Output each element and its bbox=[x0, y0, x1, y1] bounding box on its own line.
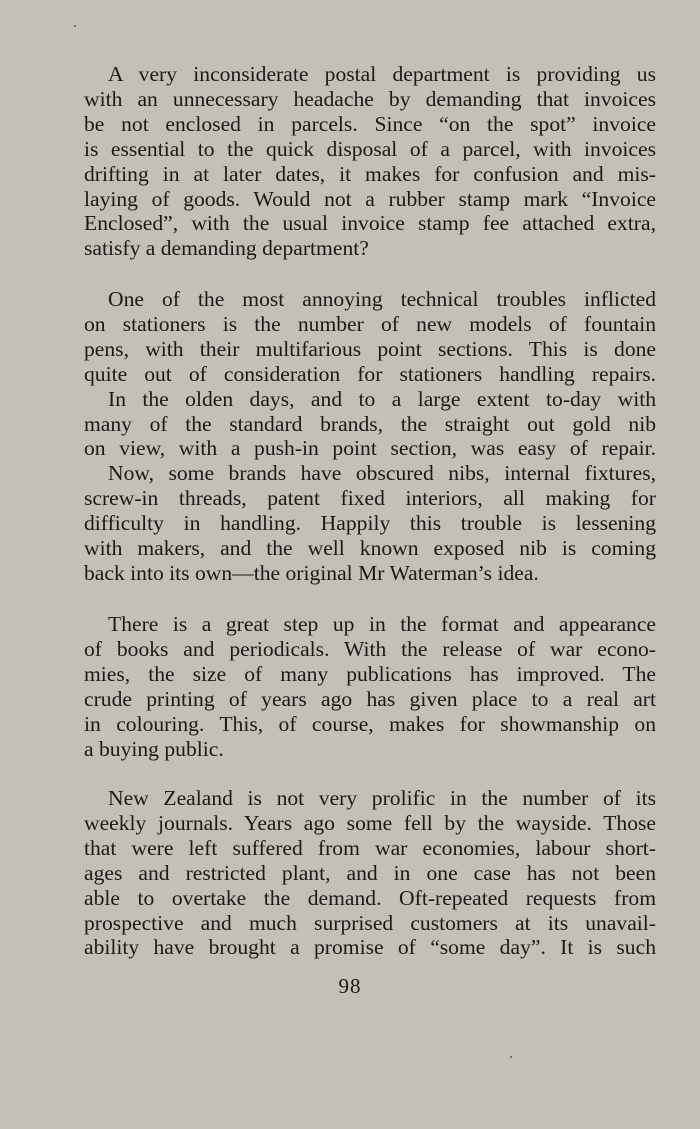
paragraph-weekly-journals bbox=[84, 786, 656, 960]
text-line: difficulty in handling. Happily this trouble is lessening bbox=[84, 511, 656, 536]
text-line: There is a great step up in the format and appearance bbox=[108, 612, 656, 636]
text-line: One of the most annoying technical troubles inflicted bbox=[108, 287, 656, 311]
text-line: screw-in threads, patent fixed interiors, all making for bbox=[84, 486, 656, 511]
paragraph-postal bbox=[84, 62, 656, 261]
text-line: drifting in at later dates, it makes for confusion and mis- bbox=[84, 161, 656, 186]
text-line: ages and restricted plant, and in one case has not been bbox=[84, 860, 656, 885]
text-line: many of the standard brands, the straight out gold nib bbox=[84, 411, 656, 436]
text-line: back into its own—the original Mr Waterman’s idea. bbox=[84, 560, 539, 585]
text-line: on stationers is the number of new models of fountain bbox=[84, 311, 656, 336]
text-line: New Zealand is not very prolific in the number of its bbox=[108, 786, 656, 810]
text-line: that were left suffered from war economies, labour short- bbox=[84, 835, 656, 860]
text-line: weekly journals. Years ago some fell by the wayside. Those bbox=[84, 810, 656, 835]
text-line: is essential to the quick disposal of a parcel, with invoices bbox=[84, 136, 656, 161]
text-line: A very inconsiderate postal department is providing us bbox=[108, 62, 656, 86]
text-line: with makers, and the well known exposed nib is coming bbox=[84, 536, 656, 561]
text-line: of books and periodicals. With the release of war econo- bbox=[84, 636, 656, 661]
text-line: mies, the size of many publications has improved. The bbox=[84, 661, 656, 686]
paper-speck bbox=[74, 25, 76, 27]
text-line: Enclosed”, with the usual invoice stamp fee attached extra, bbox=[84, 211, 656, 236]
text-line: satisfy a demanding department? bbox=[84, 236, 369, 261]
text-line: crude printing of years ago has given place to a real art bbox=[84, 686, 656, 711]
text-line: In the olden days, and to a large extent to-day with bbox=[108, 386, 656, 411]
text-line: a buying public. bbox=[84, 736, 224, 761]
text-line: prospective and much surprised customers at its unavail- bbox=[84, 910, 656, 935]
text-line: on view, with a push-in point section, was easy of repair. bbox=[84, 436, 656, 461]
text-line: laying of goods. Would not a rubber stamp mark “Invoice bbox=[84, 186, 656, 211]
text-line: be not enclosed in parcels. Since “on the spot” invoice bbox=[84, 111, 656, 136]
text-line: ability have brought a promise of “some day”. It is such bbox=[84, 935, 656, 960]
text-line: Now, some brands have obscured nibs, internal fixtures, bbox=[108, 461, 656, 486]
text-line: quite out of consideration for stationers handling repairs. bbox=[84, 361, 656, 386]
paragraph-books-periodicals bbox=[84, 612, 656, 761]
paper-speck bbox=[510, 1056, 512, 1058]
text-line: able to overtake the demand. Oft-repeated requests from bbox=[84, 885, 656, 910]
text-line: with an unnecessary headache by demanding that invoices bbox=[84, 86, 656, 111]
page-number: 98 bbox=[338, 974, 362, 998]
text-line: pens, with their multifarious point sections. This is done bbox=[84, 336, 656, 361]
paragraph-fountain-pens bbox=[84, 287, 656, 586]
text-line: in colouring. This, of course, makes for showmanship on bbox=[84, 711, 656, 736]
